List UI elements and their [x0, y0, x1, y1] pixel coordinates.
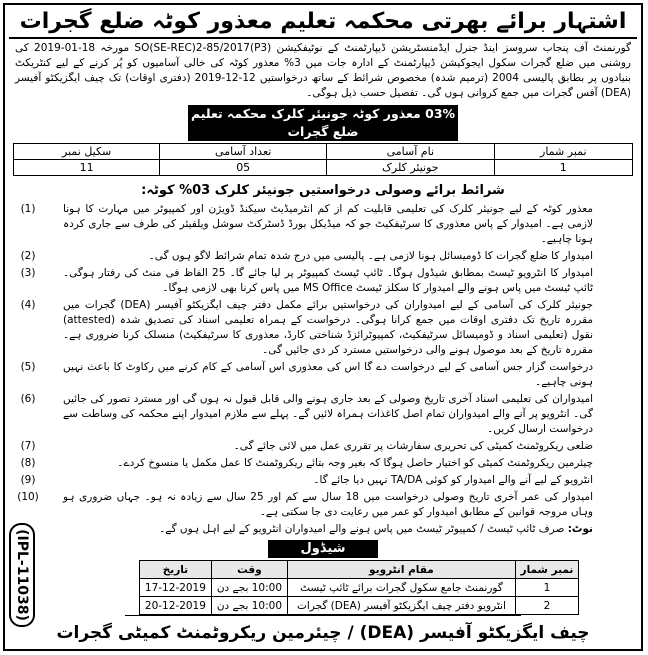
signature-block: چیف ایگزیکٹو آفیسر (DEA) / چیئرمین ریکروٹمنٹ کمیٹی گجرات: [56, 623, 590, 643]
condition-text: ضلعی ریکروٹمنٹ کمیٹی کی تحریری سفارشات پر تقرری عمل میں لائی جائے گی۔: [233, 440, 593, 452]
posts-header-serial: نمبر شمار: [494, 144, 632, 160]
advertisement-page: [3, 3, 643, 651]
page-title: اشتہار برائے بھرتی محکمہ تعلیم معذور کوٹہ ضلع گجرات: [19, 9, 627, 34]
condition-text: چیئرمین ریکروٹمنٹ کمیٹی کو اختیار حاصل ہوگا کہ بغیر وجہ بتائے ریکروٹمنٹ کا عمل مکمل یا منسوخ کردے۔: [117, 457, 593, 469]
condition-number: (6): [20, 393, 36, 405]
table-row: [140, 579, 579, 597]
condition-item: [5, 266, 641, 296]
condition-number: (3): [20, 267, 36, 279]
ipl-stamp: [9, 523, 35, 627]
condition-text: معذور کوٹہ کے لیے جونیئر کلرک کی تعلیمی قابلیت کم از کم انٹرمیڈیٹ سیکنڈ ڈویژن اور کمپیوٹر میں مہارت کا ہونا لازمی ہے۔ امیدوار کے پاس معذوری کا سرٹیفکیٹ جو کہ میڈیکل بورڈ ڈسٹرکٹ سوشل ویلفیئر کی طرف سے جاری کردہ ہونا چاہیے۔: [63, 203, 593, 245]
posts-cell: 11: [14, 160, 160, 176]
posts-table: [13, 143, 633, 176]
posts-cell: 05: [160, 160, 327, 176]
condition-item: [5, 298, 641, 358]
condition-number: (9): [20, 474, 36, 486]
condition-number: (7): [20, 440, 36, 452]
condition-number: (4): [20, 299, 36, 311]
schedule-table: [139, 560, 579, 615]
schedule-header-venue: مقام انٹرویو: [288, 561, 516, 579]
schedule-heading: شیڈول: [268, 540, 378, 558]
schedule-header-serial: نمبر شمار: [515, 561, 578, 579]
posts-cell: 1: [494, 160, 632, 176]
condition-number: (10): [17, 491, 39, 503]
condition-item: [5, 392, 641, 437]
table-row: [140, 597, 579, 615]
condition-item: [5, 249, 641, 264]
condition-text: انٹرویو کے لیے آنے والے امیدوار کو کوئی TA/DA نہیں دیا جائے گا۔: [313, 474, 593, 486]
ipl-stamp-text: (IPL-11038): [14, 529, 30, 621]
condition-item: [5, 360, 641, 390]
table-row: [14, 160, 633, 176]
schedule-cell: 1: [515, 579, 578, 597]
posts-header-name: نام آسامی: [327, 144, 495, 160]
signature-divider: [125, 615, 521, 616]
condition-number: (8): [20, 457, 36, 469]
schedule-header-time: وقت: [211, 561, 287, 579]
condition-item: [5, 490, 641, 520]
condition-text: امیدواران کی تعلیمی اسناد آخری تاریخ وصولی کے بعد جاری ہونے والی قابل قبول نہ ہوں گی اور مسترد تصور کی جائیں گی۔ انٹرویو پر آنے والے امیدواران تمام اصل کاغذات ہمراہ لائیں گے۔ پہلے سے ملازم امیدوار اپنے محکمہ کی وساطت سے درخواست ارسال کریں۔: [63, 393, 593, 435]
posts-header-count: تعداد آسامی: [160, 144, 327, 160]
condition-item: [5, 202, 641, 247]
condition-item: [5, 439, 641, 454]
condition-number: (2): [20, 250, 36, 262]
schedule-cell: 10:00 بجے دن: [211, 597, 287, 615]
condition-number: (5): [20, 361, 36, 373]
condition-item: [5, 473, 641, 488]
schedule-cell: انٹرویو دفتر چیف ایگزیکٹو آفیسر (DEA) گجرات: [288, 597, 516, 615]
conditions-heading: شرائط برائے وصولی درخواستیں جونیئر کلرک 03% کوٹہ:: [141, 183, 505, 198]
note-text: صرف ٹائپ ٹیسٹ / کمپیوٹر ٹیسٹ میں پاس ہونے والے امیدواران انٹرویو کے لیے اہل ہوں گے۔: [159, 523, 565, 535]
intro-paragraph: گورنمنٹ آف پنجاب سروسز اینڈ جنرل ایڈمنسٹریشن ڈیپارٹمنٹ کے نوٹیفکیشن SO(SE-REC)2-85/2017(P3) مورخہ 18-01-2019 کی روشنی میں ضلع گجرات سکول ایجوکیشن ڈیپارٹمنٹ کے ادارہ جات میں 3% معذور کوٹہ کی خالی آسامیوں کو پُر کرنے کے لیے کنٹریکٹ بنیادوں پر بطابق پالیسی 2004 (ترمیم شدہ) مخصوص شرائط کے ساتھ درخواستیں 12-12-2019 (دفتری اوقات) تک چیف ایگزیکٹو آفیسر (DEA) آفس گجرات میں جمع کروانی ہوں گی۔ تفصیل حسب ذیل ہوگی۔: [15, 42, 632, 99]
posts-cell: جونیئر کلرک: [327, 160, 495, 176]
condition-text: امیدوار کا ضلع گجرات کا ڈومیسائل ہونا لازمی ہے۔ پالیسی میں درج شدہ تمام شرائط لاگو ہوں گی۔: [148, 250, 593, 262]
posts-banner: 03% معذور کوٹہ جونیئر کلرک محکمہ تعلیم ضلع گجرات: [188, 105, 458, 141]
schedule-cell: 17-12-2019: [140, 579, 212, 597]
schedule-cell: گورنمنٹ جامع سکول گجرات برائے ٹائپ ٹیسٹ: [288, 579, 516, 597]
note: [5, 520, 641, 537]
schedule-cell: 20-12-2019: [140, 597, 212, 615]
posts-header-scale: سکیل نمبر: [14, 144, 160, 160]
schedule-header-date: تاریخ: [140, 561, 212, 579]
condition-number: (1): [20, 203, 36, 215]
condition-text: امیدوار کی عمر آخری تاریخ وصولی درخواست میں 18 سال سے کم اور 25 سال سے زیادہ نہ ہو۔ جہاں ضروری ہو وہاں مروجہ قوانین کے مطابق امیدوار کو عمر میں رعایت دی جا سکتی ہے۔: [63, 491, 593, 518]
condition-text: درخواست گزار جس آسامی کے لیے درخواست دے گا اس کی معذوری اس آسامی کے کام کرنے میں رکاوٹ کا باعث نہیں ہونی چاہیے۔: [63, 361, 593, 388]
condition-text: جونیئر کلرک کی آسامی کے لیے امیدواران کی درخواستیں برائے مکمل دفتر چیف ایگزیکٹو آفیسر (DEA) گجرات میں مقررہ تاریخ تک دفتری اوقات میں جمع کرانا ہوگی۔ درخواست کے ہمراہ تعلیمی اسناد کی تصدیق شدہ (attested) نقول (تعلیمی اسناد و ڈومیسائل سرٹیفکیٹ، کمپیوٹرائزڈ شناختی کارڈ، معذوری کا سرٹیفکیٹ) منسلک کرنا ضروری ہے۔ مقررہ تاریخ کے بعد موصول ہونے والی درخواستیں مسترد کر دی جائیں گی۔: [63, 299, 593, 356]
schedule-cell: 2: [515, 597, 578, 615]
condition-text: امیدوار کا انٹرویو ٹیسٹ بمطابق شیڈول ہوگا۔ ٹائپ ٹیسٹ کمپیوٹر پر لیا جائے گا۔ 25 الفاظ فی منٹ کی رفتار ہوگی۔ ٹائپ ٹیسٹ میں پاس ہونے والے امیدوار کا سکلز ٹیسٹ MS Office میں پاس کرنا بھی لازمی ہوگا۔: [63, 267, 593, 294]
note-label: نوٹ:: [567, 523, 593, 535]
schedule-cell: 10:00 بجے دن: [211, 579, 287, 597]
condition-item: [5, 456, 641, 471]
